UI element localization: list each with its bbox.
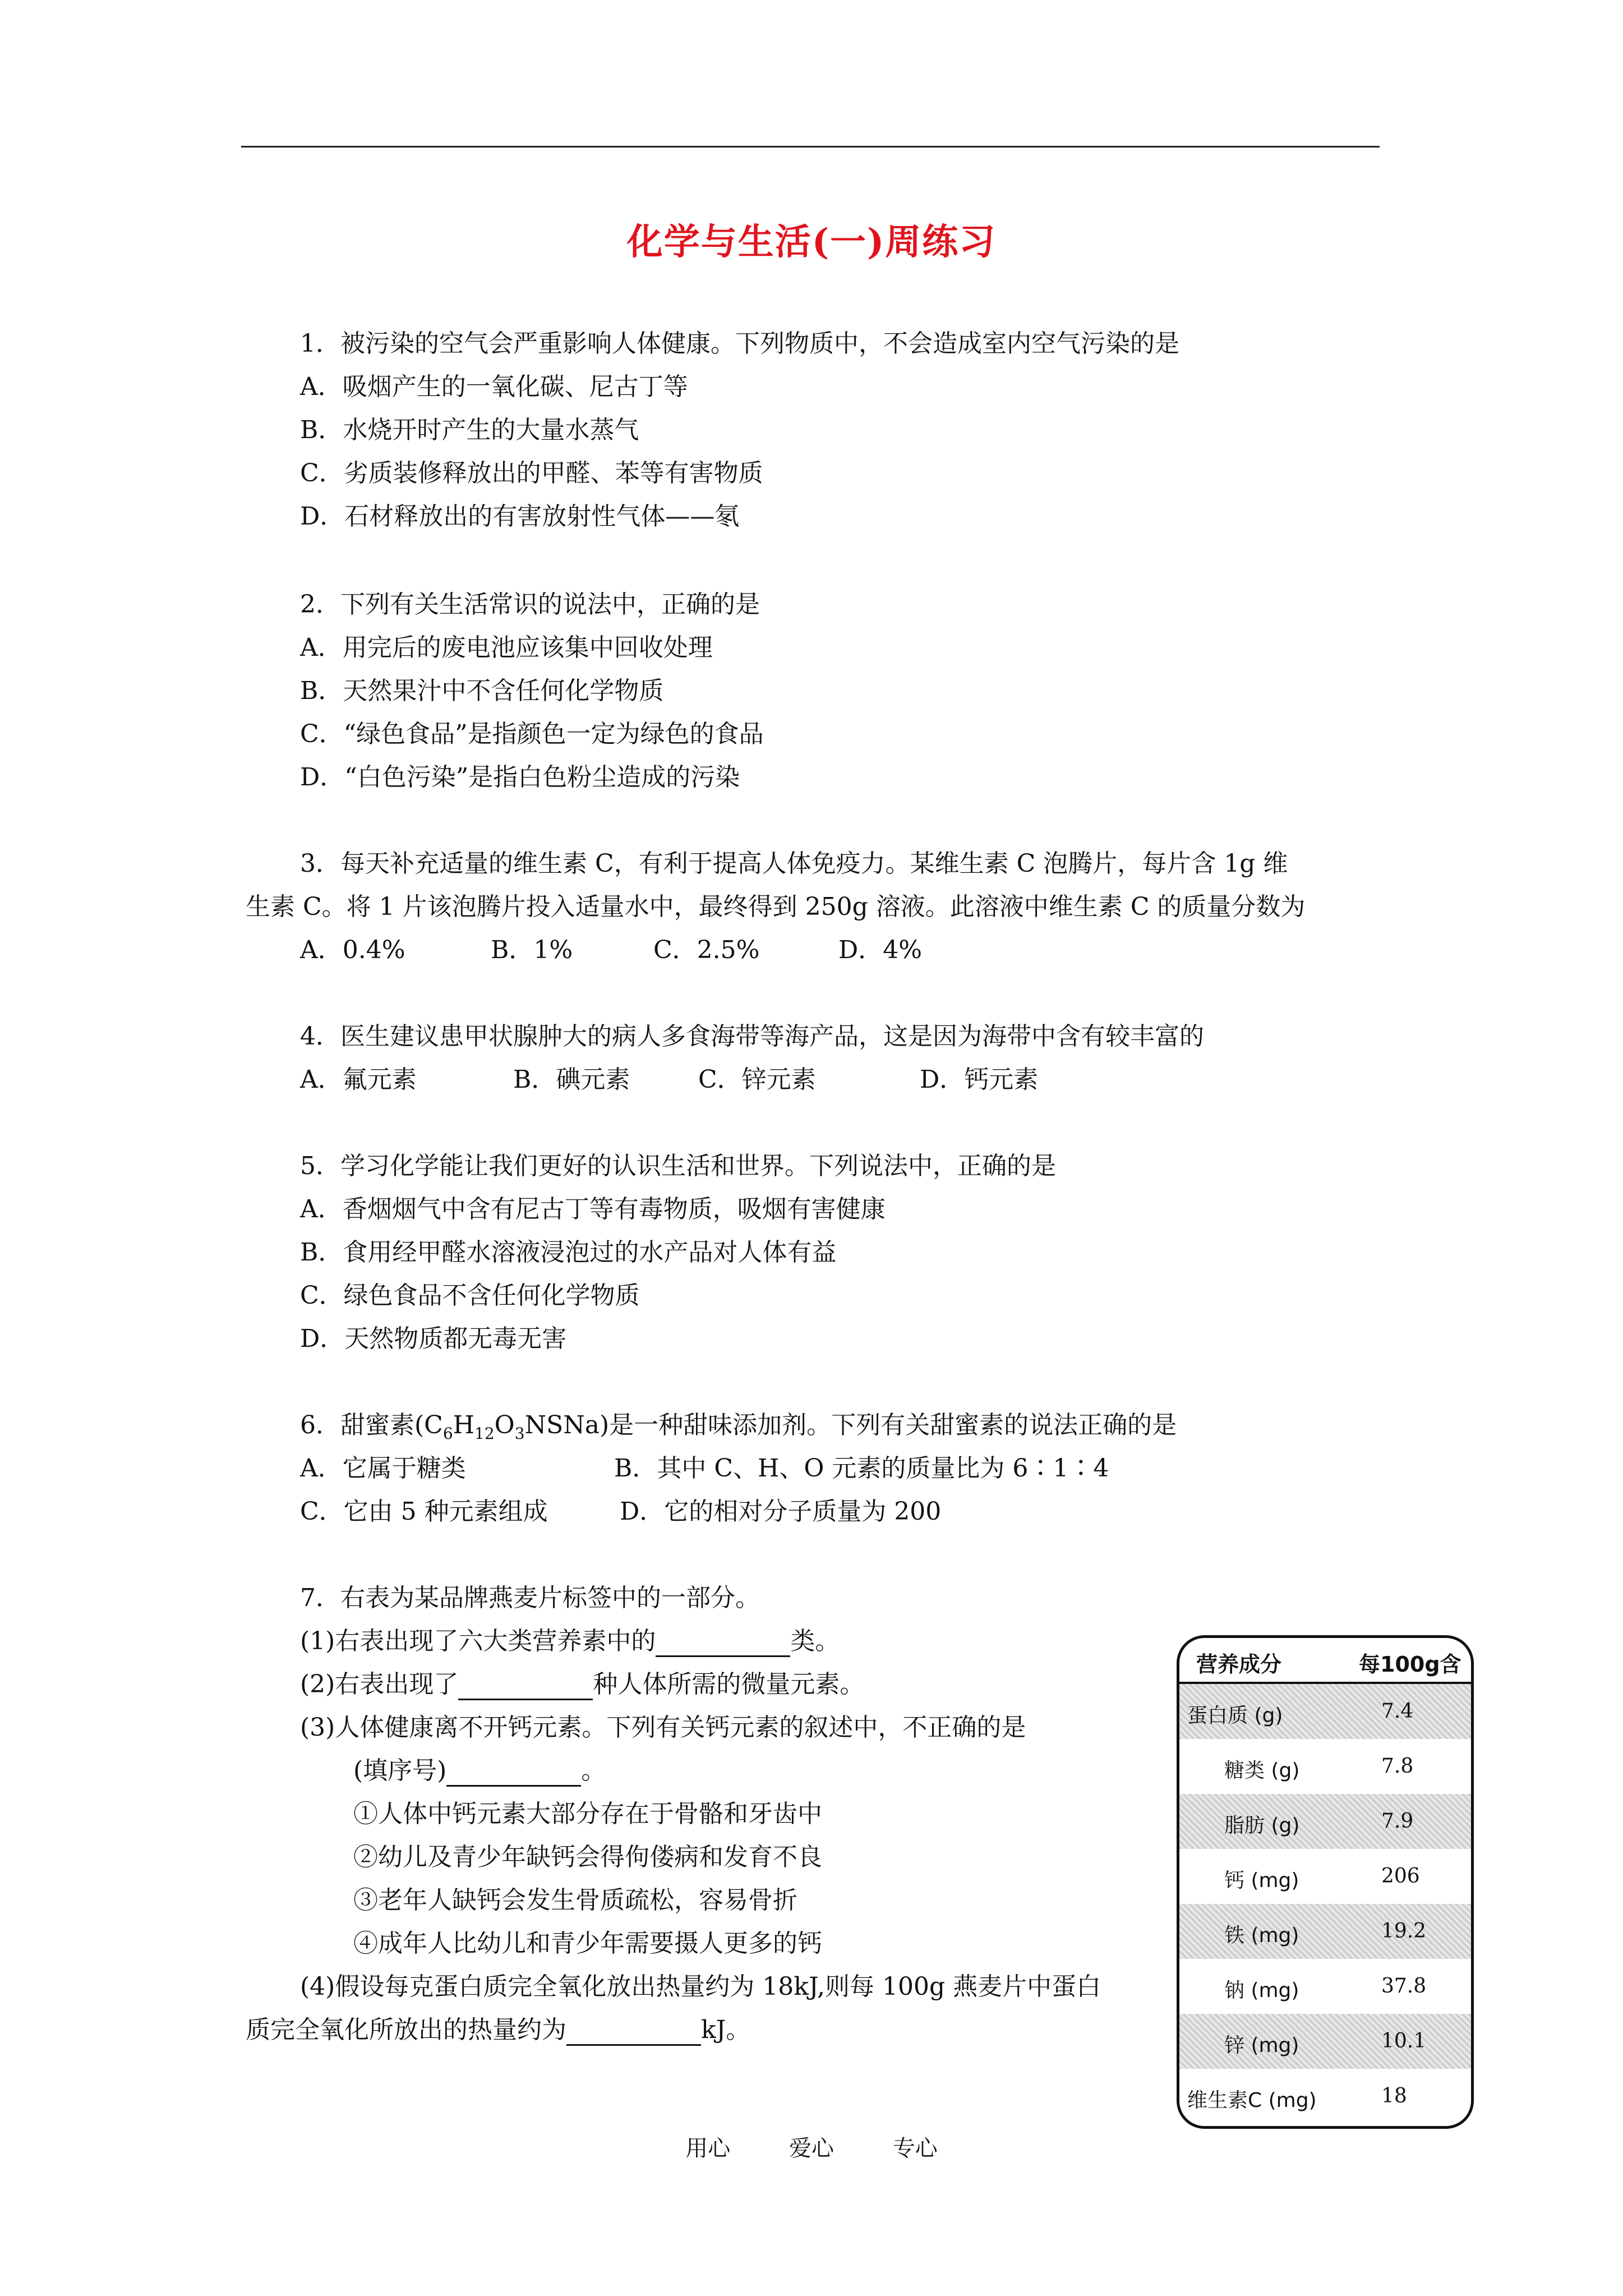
- nutrient-name: 脂肪 (g): [1224, 1814, 1300, 1837]
- nutrition-row: [1179, 1684, 1471, 1739]
- q6-option-b: B．其中 C、H、O 元素的质量比为 6∶1∶4: [614, 1454, 1109, 1483]
- nutrient-name: 钠 (mg): [1224, 1979, 1299, 2002]
- q6-sub-h: 12: [474, 1424, 495, 1443]
- q6-option-a: A．它属于糖类: [300, 1454, 466, 1483]
- nutrient-value: 7.8: [1381, 1755, 1414, 1778]
- q7-part4-suffix: kJ。: [701, 2016, 751, 2044]
- nutrition-row: [1179, 2014, 1471, 2069]
- nutrient-value: 7.9: [1381, 1810, 1414, 1833]
- nutrient-value: 19.2: [1381, 1920, 1427, 1943]
- q7-part1: [300, 1626, 840, 1657]
- q7-part2-text: (2)右表出现了: [300, 1670, 459, 1699]
- nutrition-header-left: 营养成分: [1196, 1652, 1282, 1677]
- q1-option-d: D．石材释放出的有害放射性气体——氡: [300, 502, 740, 531]
- q4-option-d: D．钙元素: [920, 1065, 1039, 1094]
- footer-word: 专心: [892, 2136, 938, 2161]
- q7-statement-3: ③老年人缺钙会发生骨质疏松，容易骨折: [353, 1886, 797, 1915]
- nutrition-row: [1179, 1794, 1471, 1849]
- nutrient-name: 糖类 (g): [1224, 1759, 1300, 1782]
- footer-word: 爱心: [789, 2136, 834, 2161]
- footer-word: 用心: [685, 2136, 731, 2161]
- q5-option-a: A．香烟烟气中含有尼古丁等有毒物质，吸烟有害健康: [300, 1195, 886, 1223]
- nutrition-header-right: 每100g含: [1359, 1652, 1461, 1677]
- q2-option-b: B．天然果汁中不含任何化学物质: [300, 677, 664, 705]
- nutrition-row: [1179, 1739, 1471, 1794]
- nutrient-name: 维生素C (mg): [1187, 2089, 1317, 2112]
- q4-option-c: C．锌元素: [698, 1065, 816, 1094]
- nutrient-name: 锌 (mg): [1224, 2034, 1299, 2057]
- nutrient-value: 206: [1381, 1865, 1420, 1888]
- q1-option-b: B．水烧开时产生的大量水蒸气: [300, 416, 639, 444]
- q7-part4-text: 质完全氧化所放出的热量约为: [246, 2016, 566, 2044]
- q7-part3-fill: [353, 1755, 606, 1787]
- nutrition-row: [1179, 1849, 1471, 1904]
- q6-o: O: [494, 1411, 515, 1439]
- q3-stem-line2: 生素 C。将 1 片该泡腾片投入适量水中，最终得到 250g 溶液。此溶液中维生素 C 的质量分数为: [246, 892, 1306, 921]
- q7-part4-line1: (4)假设每克蛋白质完全氧化放出热量约为 18kJ,则每 100g 燕麦片中蛋白: [300, 1972, 1101, 2001]
- nutrient-value: 18: [1381, 2085, 1407, 2108]
- q1-option-a: A．吸烟产生的一氧化碳、尼古丁等: [300, 372, 688, 401]
- q7-part4-blank[interactable]: [566, 2022, 701, 2046]
- q7-part3-blank[interactable]: [446, 1763, 581, 1787]
- q4-stem: 4．医生建议患甲状腺肿大的病人多食海带等海产品，这是因为海带中含有较丰富的: [300, 1022, 1204, 1051]
- nutrient-value: 37.8: [1381, 1975, 1427, 1998]
- q3-stem-line1: 3．每天补充适量的维生素 C，有利于提高人体免疫力。某维生素 C 泡腾片，每片含 1g 维: [300, 849, 1288, 878]
- q4-option-a: A．氟元素: [300, 1065, 417, 1094]
- q7-part3-fill-text: (填序号): [353, 1756, 447, 1785]
- q7-part2: [300, 1669, 864, 1700]
- q6-option-c: C．它由 5 种元素组成: [300, 1497, 548, 1526]
- q7-part2-suffix: 种人体所需的微量元素。: [593, 1670, 865, 1699]
- q2-option-a: A．用完后的废电池应该集中回收处理: [300, 633, 713, 662]
- q7-part4-line2: [246, 2014, 750, 2046]
- q7-part2-blank[interactable]: [458, 1676, 593, 1700]
- q5-option-b: B．食用经甲醛水溶液浸泡过的水产品对人体有益: [300, 1238, 837, 1267]
- nutrient-name: 铁 (mg): [1224, 1924, 1299, 1947]
- nutrition-label: [1177, 1635, 1474, 2129]
- q3-option-c: C．2.5%: [653, 936, 760, 964]
- q1-option-c: C．劣质装修释放出的甲醛、苯等有害物质: [300, 459, 763, 487]
- q3-option-d: D．4%: [838, 936, 923, 964]
- q2-stem: 2．下列有关生活常识的说法中，正确的是: [300, 590, 760, 619]
- nutrition-row: [1179, 2069, 1471, 2124]
- nutrition-header: [1179, 1638, 1471, 1684]
- q6-sub-c: 6: [442, 1424, 453, 1443]
- nutrition-row: [1179, 1959, 1471, 2014]
- q6-sub-o: 3: [514, 1424, 525, 1443]
- q6-stem-pre: 6．甜蜜素(C: [300, 1411, 443, 1439]
- nutrient-name: 钙 (mg): [1224, 1869, 1299, 1892]
- nutrient-value: 10.1: [1381, 2030, 1427, 2053]
- q7-part1-suffix: 类。: [790, 1627, 840, 1655]
- q2-option-d: D．“白色污染”是指白色粉尘造成的污染: [300, 763, 740, 792]
- q7-part1-blank[interactable]: [656, 1633, 790, 1657]
- q5-option-d: D．天然物质都无毒无害: [300, 1324, 567, 1353]
- page-footer: [0, 2131, 1623, 2162]
- q7-part3: (3)人体健康离不开钙元素。下列有关钙元素的叙述中，不正确的是: [300, 1713, 1026, 1742]
- q2-option-c: C．“绿色食品”是指颜色一定为绿色的食品: [300, 720, 764, 748]
- nutrient-name: 蛋白质 (g): [1187, 1704, 1283, 1727]
- q6-stem-post: NSNa)是一种甜味添加剂。下列有关甜蜜素的说法正确的是: [524, 1411, 1177, 1439]
- q4-option-b: B．碘元素: [513, 1065, 630, 1094]
- q6-stem: [300, 1410, 1177, 1450]
- q7-statement-4: ④成年人比幼儿和青少年需要摄人更多的钙: [353, 1929, 822, 1958]
- q7-part1-text: (1)右表出现了六大类营养素中的: [300, 1627, 656, 1655]
- nutrition-row: [1179, 1904, 1471, 1959]
- q3-option-a: A．0.4%: [300, 936, 405, 964]
- page-title: 化学与生活(一)周练习: [626, 221, 997, 263]
- q7-statement-1: ①人体中钙元素大部分存在于骨骼和牙齿中: [353, 1800, 822, 1828]
- q7-part3-fill-suffix: 。: [581, 1756, 606, 1785]
- q5-option-c: C．绿色食品不含任何化学物质: [300, 1281, 640, 1310]
- q7-stem: 7．右表为某品牌燕麦片标签中的一部分。: [300, 1584, 760, 1612]
- header-rule: [241, 146, 1380, 148]
- q3-option-b: B．1%: [491, 936, 573, 964]
- q1-stem: 1．被污染的空气会严重影响人体健康。下列物质中，不会造成室内空气污染的是: [300, 329, 1179, 358]
- q6-option-d: D．它的相对分子质量为 200: [620, 1497, 942, 1526]
- q7-statement-2: ②幼儿及青少年缺钙会得佝偻病和发育不良: [353, 1843, 822, 1871]
- q6-h: H: [453, 1411, 475, 1439]
- q5-stem: 5．学习化学能让我们更好的认识生活和世界。下列说法中，正确的是: [300, 1152, 1056, 1180]
- nutrient-value: 7.4: [1381, 1700, 1414, 1723]
